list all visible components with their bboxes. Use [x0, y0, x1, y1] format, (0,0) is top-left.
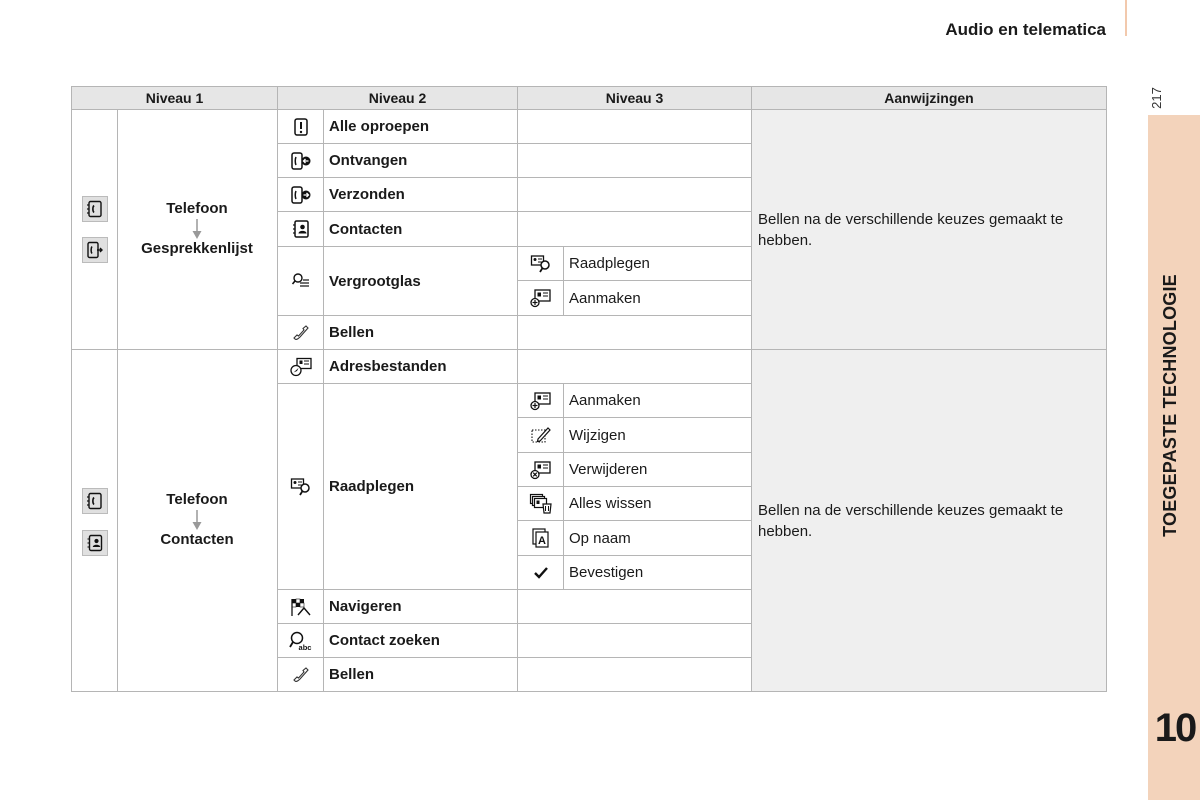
- contacts-icon: [82, 530, 108, 556]
- header-divider: [1125, 0, 1127, 36]
- section-title: Audio en telematica: [945, 20, 1106, 39]
- group1-level1-line1: Telefoon: [166, 200, 228, 217]
- phone-book-icon: [82, 488, 108, 514]
- page-number: 217: [1148, 87, 1164, 109]
- all-calls-icon: [291, 117, 311, 137]
- address-files-icon: [289, 357, 313, 377]
- sent-calls-icon: [290, 185, 312, 205]
- level3-op-naam: Op naam: [563, 520, 752, 556]
- level3-aanmaken: Aanmaken: [563, 280, 752, 316]
- level3-raadplegen: Raadplegen: [563, 246, 752, 281]
- empty-level3: [517, 109, 752, 144]
- navigate-flag-icon: [290, 597, 312, 617]
- column-header-niveau2: Niveau 2: [277, 86, 518, 110]
- search-contact-icon: [288, 630, 314, 652]
- navigate-flag-icon-cell: [277, 589, 324, 624]
- level3-aanmaken: Aanmaken: [563, 383, 752, 418]
- level2-raadplegen: Raadplegen: [323, 383, 518, 590]
- call-handset-icon-cell: [277, 657, 324, 692]
- group1-level1-icon-cell: [71, 109, 118, 350]
- group1-note: Bellen na de verschillende keuzes gemaakt te hebben.: [751, 109, 1107, 350]
- phone-book-icon: [82, 196, 108, 222]
- empty-level3: [517, 657, 752, 692]
- group2-level1-line2: Contacten: [160, 531, 234, 548]
- consult-icon-cell: [277, 383, 324, 590]
- all-calls-icon-cell: [277, 109, 324, 144]
- chapter-number: 10: [1154, 706, 1196, 750]
- level2-adresbestanden: Adresbestanden: [323, 349, 518, 384]
- delete-icon-cell: [517, 452, 564, 487]
- received-calls-icon: [290, 151, 312, 171]
- checkmark-icon-cell: [517, 555, 564, 590]
- consult-icon-cell: [517, 246, 564, 281]
- svg-text:abc: abc: [298, 642, 311, 652]
- level2-vergrootglas: Vergrootglas: [323, 246, 518, 316]
- group2-level1-icon-cell: [71, 349, 118, 692]
- level2-ontvangen: Ontvangen: [323, 143, 518, 178]
- chapter-tab-label: TOEGEPASTE TECHNOLOGIE: [1159, 273, 1180, 537]
- empty-level3: [517, 315, 752, 350]
- contacts-icon-cell: [277, 211, 324, 247]
- search-contact-icon-cell: [277, 623, 324, 658]
- column-header-niveau1: Niveau 1: [71, 86, 278, 110]
- received-calls-icon-cell: [277, 143, 324, 178]
- level2-contacten: Contacten: [323, 211, 518, 247]
- chapter-tab-label-wrap: [1150, 115, 1190, 695]
- empty-level3: [517, 211, 752, 247]
- consult-icon: [290, 477, 312, 497]
- empty-level3: [517, 349, 752, 384]
- empty-level3: [517, 177, 752, 212]
- create-icon: [530, 391, 552, 411]
- level2-alle-oproepen: Alle oproepen: [323, 109, 518, 144]
- group1-level1-line2: Gesprekkenlijst: [141, 240, 253, 257]
- level2-contact-zoeken: Contact zoeken: [323, 623, 518, 658]
- empty-level3: [517, 143, 752, 178]
- address-files-icon-cell: [277, 349, 324, 384]
- magnifier-icon: [291, 271, 311, 291]
- call-log-icon: [82, 237, 108, 263]
- level2-verzonden: Verzonden: [323, 177, 518, 212]
- level3-verwijderen: Verwijderen: [563, 452, 752, 487]
- contacts-icon: [291, 219, 311, 239]
- delete-icon: [530, 460, 552, 480]
- group2-note: Bellen na de verschillende keuzes gemaakt te hebben.: [751, 349, 1107, 692]
- call-handset-icon: [291, 323, 311, 343]
- column-header-aanwijzingen: Aanwijzingen: [751, 86, 1107, 110]
- edit-icon-cell: [517, 417, 564, 453]
- delete-all-icon: [529, 493, 553, 515]
- create-icon-cell: [517, 383, 564, 418]
- empty-level3: [517, 589, 752, 624]
- magnifier-icon-cell: [277, 246, 324, 316]
- group2-level1-line1: Telefoon: [166, 491, 228, 508]
- delete-all-icon-cell: [517, 486, 564, 521]
- arrow-down-icon: [191, 219, 203, 241]
- level2-bellen: Bellen: [323, 657, 518, 692]
- call-handset-icon-cell: [277, 315, 324, 350]
- consult-icon: [530, 254, 552, 274]
- create-icon-cell: [517, 280, 564, 316]
- svg-text:A: A: [537, 535, 546, 547]
- level3-alles-wissen: Alles wissen: [563, 486, 752, 521]
- level3-bevestigen: Bevestigen: [563, 555, 752, 590]
- arrow-down-icon: [191, 510, 203, 532]
- level2-bellen: Bellen: [323, 315, 518, 350]
- create-icon: [530, 288, 552, 308]
- edit-icon: [530, 425, 552, 445]
- by-name-icon-cell: [517, 520, 564, 556]
- checkmark-icon: [533, 566, 549, 580]
- sent-calls-icon-cell: [277, 177, 324, 212]
- by-name-icon: [531, 527, 551, 549]
- level3-wijzigen: Wijzigen: [563, 417, 752, 453]
- level2-navigeren: Navigeren: [323, 589, 518, 624]
- call-handset-icon: [291, 665, 311, 685]
- column-header-niveau3: Niveau 3: [517, 86, 752, 110]
- empty-level3: [517, 623, 752, 658]
